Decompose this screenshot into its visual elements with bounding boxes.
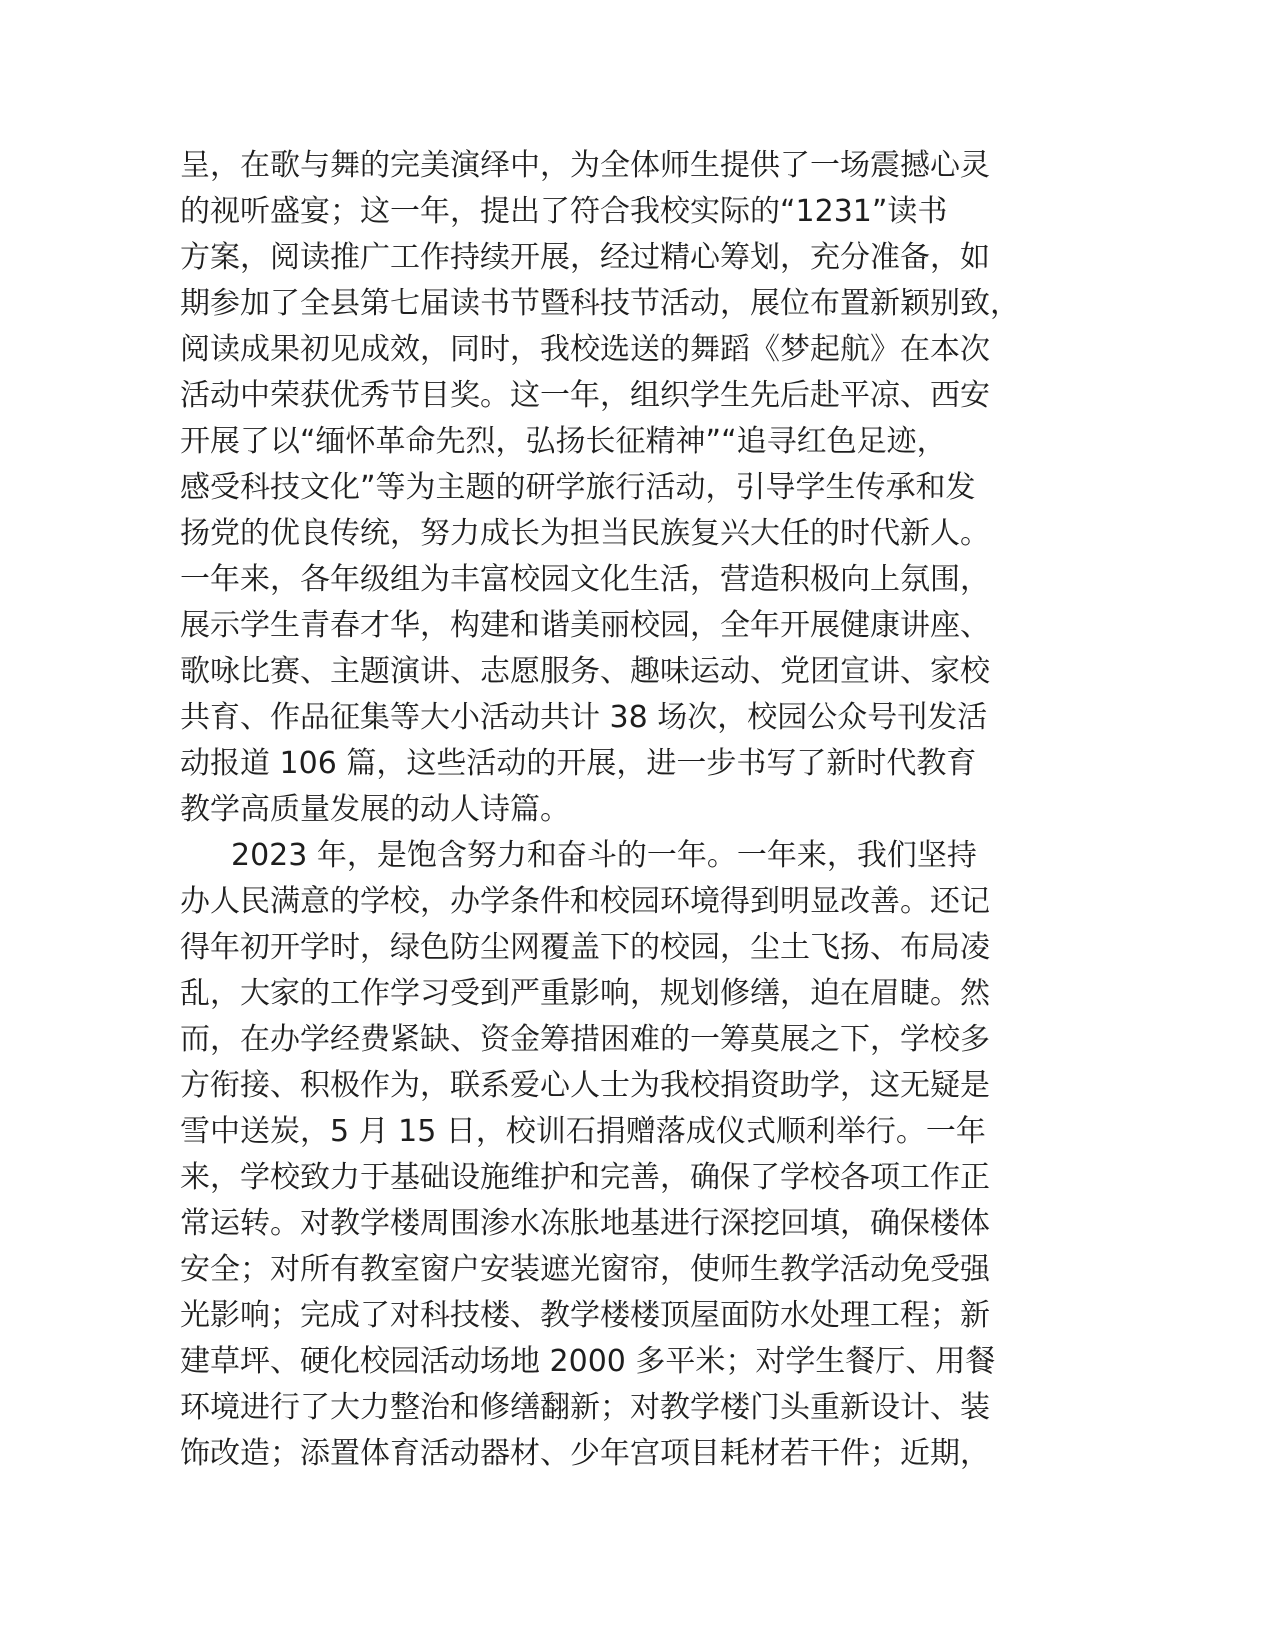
text-line: 歌咏比赛、主题演讲、志愿服务、趣味运动、党团宣讲、家校 xyxy=(180,654,990,689)
text-line: 而，在办学经费紧缺、资金筹措困难的一筹莫展之下，学校多 xyxy=(180,1022,990,1057)
text-line: 开展了以“缅怀革命先烈，弘扬长征精神”“追寻红色足迹， xyxy=(180,424,947,459)
text-line: 安全；对所有教室窗户安装遮光窗帘，使师生教学活动免受强 xyxy=(180,1252,990,1287)
text-line: 光影响；完成了对科技楼、教学楼楼顶屋面防水处理工程；新 xyxy=(180,1298,990,1333)
text-line: 建草坪、硬化校园活动场地 2000 多平米；对学生餐厅、用餐 xyxy=(180,1344,996,1379)
text-line: 活动中荣获优秀节目奖。这一年，组织学生先后赴平凉、西安 xyxy=(180,378,990,413)
text-line: 雪中送炭，5 月 15 日，校训石捐赠落成仪式顺利举行。一年 xyxy=(180,1114,986,1149)
text-line: 展示学生青春才华，构建和谐美丽校园，全年开展健康讲座、 xyxy=(180,608,990,643)
text-line: 阅读成果初见成效，同时，我校选送的舞蹈《梦起航》在本次 xyxy=(180,332,990,367)
text-line: 常运转。对教学楼周围渗水冻胀地基进行深挖回填，确保楼体 xyxy=(180,1206,990,1241)
text-line: 饰改造；添置体育活动器材、少年宫项目耗材若干件；近期， xyxy=(180,1436,990,1471)
text-line: 扬党的优良传统，努力成长为担当民族复兴大任的时代新人。 xyxy=(180,516,990,551)
text-line: 得年初开学时，绿色防尘网覆盖下的校园，尘土飞扬、布局凌 xyxy=(180,930,990,965)
text-line: 感受科技文化”等为主题的研学旅行活动，引导学生传承和发 xyxy=(180,470,976,505)
text-line: 办人民满意的学校，办学条件和校园环境得到明显改善。还记 xyxy=(180,884,990,919)
text-line: 的视听盛宴；这一年，提出了符合我校实际的“1231”读书 xyxy=(180,194,948,229)
text-line: 期参加了全县第七届读书节暨科技节活动，展位布置新颖别致， xyxy=(180,286,1020,321)
text-line: 方衔接、积极作为，联系爱心人士为我校捐资助学，这无疑是 xyxy=(180,1068,990,1103)
paragraph-first-line: 2023 年，是饱含努力和奋斗的一年。一年来，我们坚持 xyxy=(231,838,977,873)
text-line: 乱，大家的工作学习受到严重影响，规划修缮，迫在眉睫。然 xyxy=(180,976,990,1011)
text-line: 环境进行了大力整治和修缮翻新；对教学楼门头重新设计、装 xyxy=(180,1390,990,1425)
text-line: 来，学校致力于基础设施维护和完善，确保了学校各项工作正 xyxy=(180,1160,990,1195)
document-body xyxy=(180,143,1060,1477)
text-line: 一年来，各年级组为丰富校园文化生活，营造积极向上氛围， xyxy=(180,562,990,597)
text-line: 教学高质量发展的动人诗篇。 xyxy=(180,792,570,827)
text-line: 方案，阅读推广工作持续开展，经过精心筹划，充分准备，如 xyxy=(180,240,990,275)
text-line: 呈，在歌与舞的完美演绎中，为全体师生提供了一场震撼心灵 xyxy=(180,148,990,183)
text-line: 动报道 106 篇，这些活动的开展，进一步书写了新时代教育 xyxy=(180,746,977,781)
text-line: 共育、作品征集等大小活动共计 38 场次，校园公众号刊发活 xyxy=(180,700,988,735)
